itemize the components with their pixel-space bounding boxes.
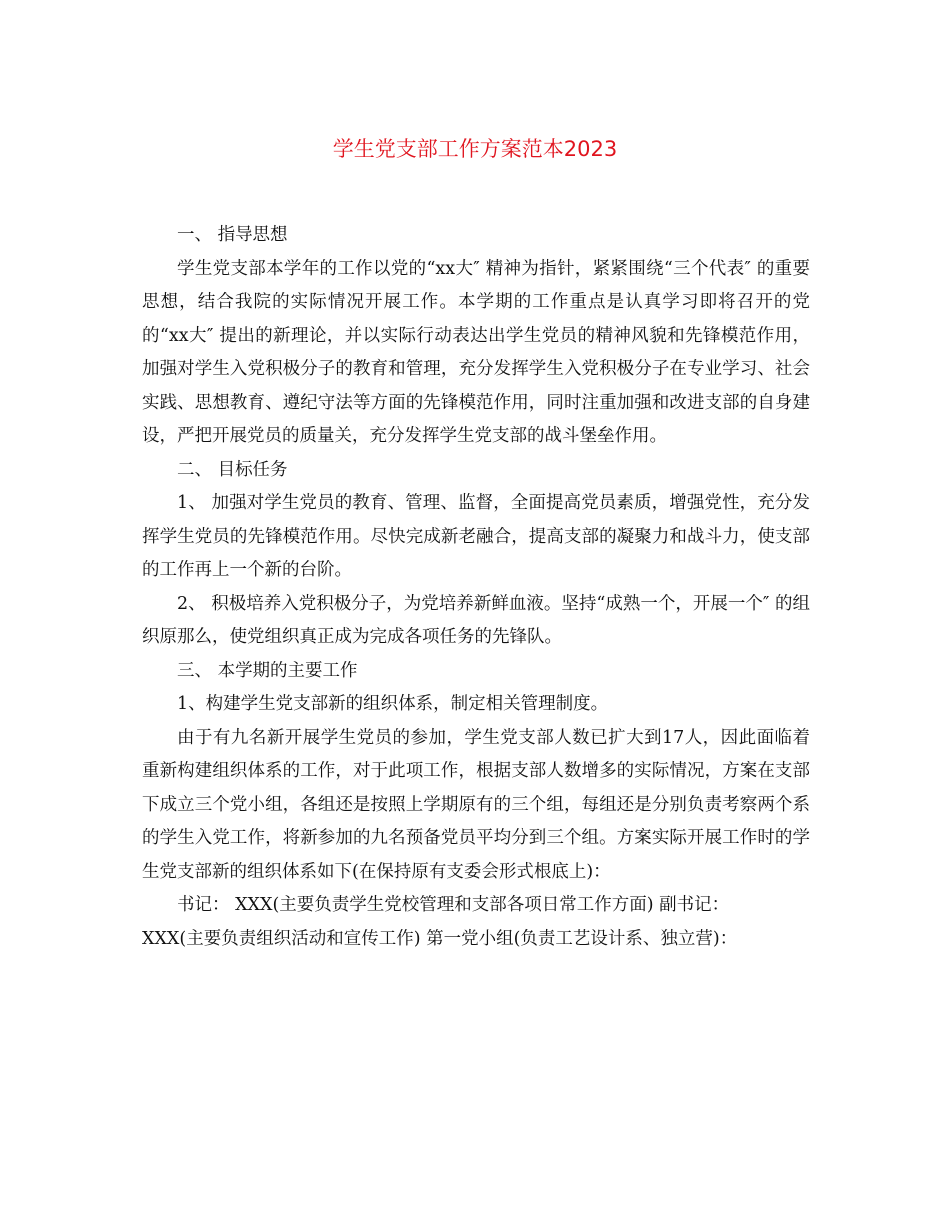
document-body — [142, 219, 810, 956]
section-heading-2: 二、 目标任务 — [177, 459, 288, 480]
document-title: 学生党支部工作方案范本2023 — [332, 137, 618, 161]
section-heading-3: 三、 本学期的主要工作 — [177, 660, 358, 681]
paragraph-goal-1: 1、 加强对学生党员的教育、管理、监督，全面提高党员素质，增强党性，充分发挥学生党员的先锋模范作用。尽快完成新老融合，提高支部的凝聚力和战斗力，使支部的工作再上一个新的台阶。 — [142, 493, 810, 580]
section-heading-1: 一、 指导思想 — [177, 225, 288, 245]
paragraph-goal-2: 2、 积极培养入党积极分子，为党培养新鲜血液。坚持“成熟一个，开展一个″ 的组织原那么，使党组织真正成为完成各项任务的先锋队。 — [142, 593, 810, 647]
paragraph-guiding-ideology: 学生党支部本学年的工作以党的“xx大″ 精神为指针，紧紧围绕“三个代表″ 的重要思想，结合我院的实际情况开展工作。本学期的工作重点是认真学习即将召开的党的“xx大″ 提出的新理论，并以实际行动表达出学生党员的精神风貌和先锋模范作用，加强对学生入党积极分子的教育和管理，充分发挥学生入党积极分子在专业学习、社会实践、思想教育、遵纪守法等方面的先锋模范作用，同时注重加强和改进支部的自身建设，严把开展党员的质量关，充分发挥学生党支部的战斗堡垒作用。 — [142, 258, 810, 446]
paragraph-organization: 由于有九名新开展学生党员的参加，学生党支部人数已扩大到17人，因此面临着重新构建组织体系的工作，对于此项工作，根据支部人数增多的实际情况，方案在支部下成立三个党小组，各组还是按照上学期原有的三个组，每组还是分别负责考察两个系的学生入党工作，将新参加的九名预备党员平均分到三个组。方案实际开展工作时的学生党支部新的组织体系如下(在保持原有支委会形式根底上)： — [142, 727, 810, 882]
paragraph-secretary: 书记： XXX(主要负责学生党校管理和支部各项日常工作方面) 副书记： — [177, 895, 730, 915]
paragraph-work-1: 1、构建学生党支部新的组织体系，制定相关管理制度。 — [177, 694, 609, 714]
paragraph-deputy: XXX(主要负责组织活动和宣传工作) 第一党小组(负责工艺设计系、独立营)： — [142, 928, 738, 949]
